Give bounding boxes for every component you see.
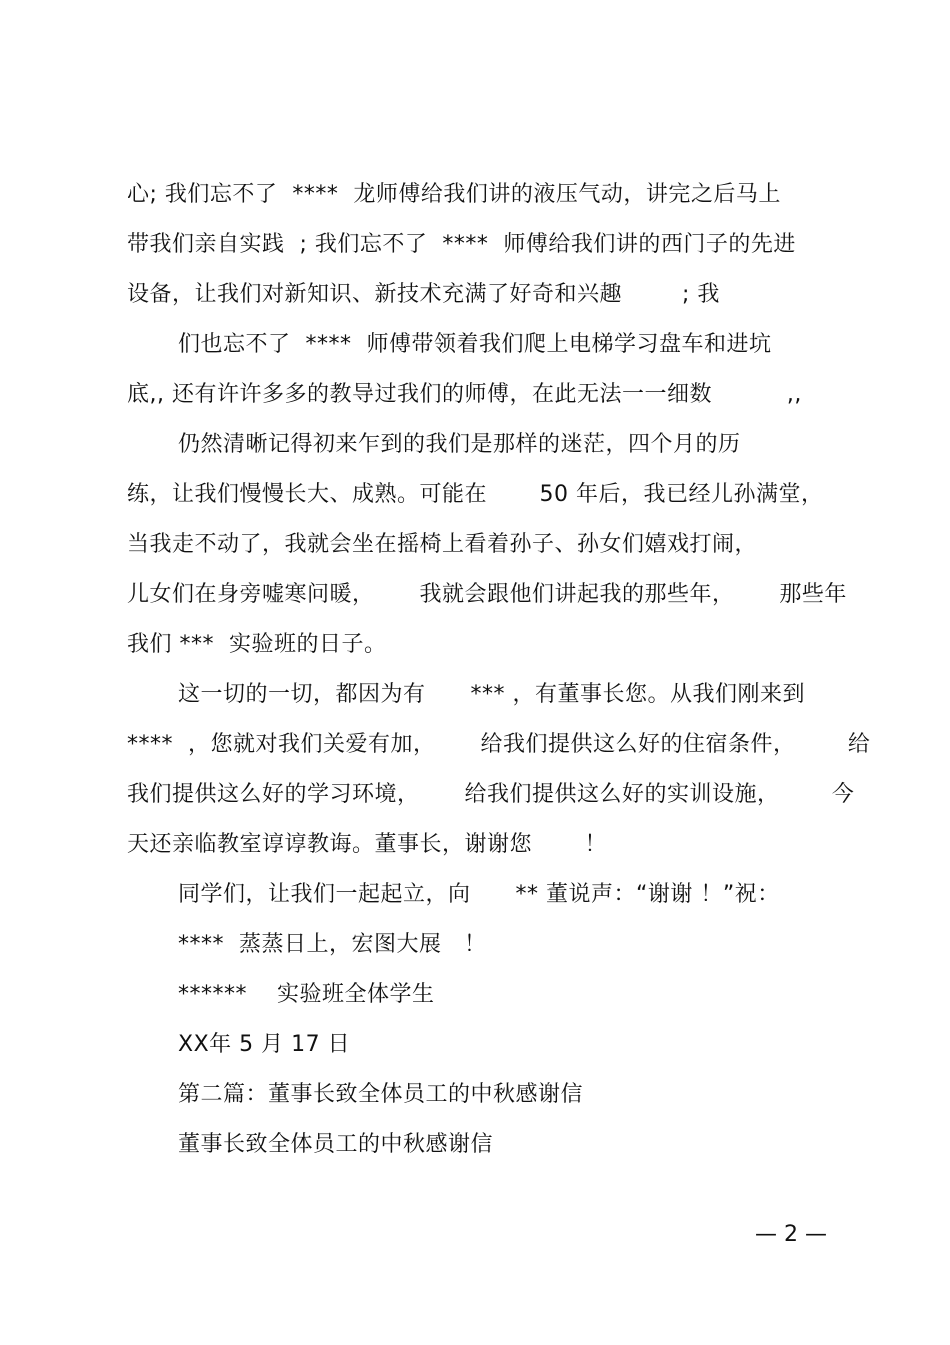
text-line: 儿女们在身旁嘘寒问暖， 我就会跟他们讲起我的那些年， 那些年: [127, 582, 847, 607]
text-line: 底,, 还有许许多多的教导过我们的师傅，在此无法一一细数 ,,: [127, 382, 802, 407]
text-line: 同学们，让我们一起起立，向 ** 董说声：“谢谢 ！”祝：: [178, 882, 780, 907]
text-line: 带我们亲自实践 ; 我们忘不了 **** 师傅给我们讲的西门子的先进: [127, 232, 796, 257]
date-line: XX年 5 月 17 日: [178, 1032, 351, 1057]
text-line: 练，让我们慢慢长大、成熟。可能在 50 年后，我已经儿孙满堂，: [127, 482, 824, 507]
text-line: 设备，让我们对新知识、新技术充满了好奇和兴趣 ; 我: [127, 282, 720, 307]
text-line: 我们 *** 实验班的日子。: [127, 632, 387, 657]
text-line: 天还亲临教室谆谆教诲。董事长，谢谢您 ！: [127, 832, 607, 857]
text-line: 们也忘不了 **** 师傅带领着我们爬上电梯学习盘车和进坑: [178, 332, 772, 357]
page-number: — 2 —: [755, 1222, 827, 1247]
signature-line: ****** 实验班全体学生: [178, 982, 435, 1007]
text-line: **** 蒸蒸日上，宏图大展 ！: [178, 932, 487, 957]
text-line: 这一切的一切，都因为有 *** ，有董事长您。从我们刚来到: [178, 682, 805, 707]
text-line: **** ，您就对我们关爱有加， 给我们提供这么好的住宿条件， 给: [127, 732, 871, 757]
section-heading: 第二篇：董事长致全体员工的中秋感谢信: [178, 1082, 584, 1107]
text-line: 心; 我们忘不了 **** 龙师傅给我们讲的液压气动，讲完之后马上: [127, 182, 781, 207]
text-line: 当我走不动了，我就会坐在摇椅上看着孙子、孙女们嬉戏打闹，: [127, 532, 758, 557]
text-line: 仍然清晰记得初来乍到的我们是那样的迷茫，四个月的历: [178, 432, 741, 457]
text-line: 我们提供这么好的学习环境， 给我们提供这么好的实训设施， 今: [127, 782, 855, 807]
section-title: 董事长致全体员工的中秋感谢信: [178, 1132, 494, 1157]
